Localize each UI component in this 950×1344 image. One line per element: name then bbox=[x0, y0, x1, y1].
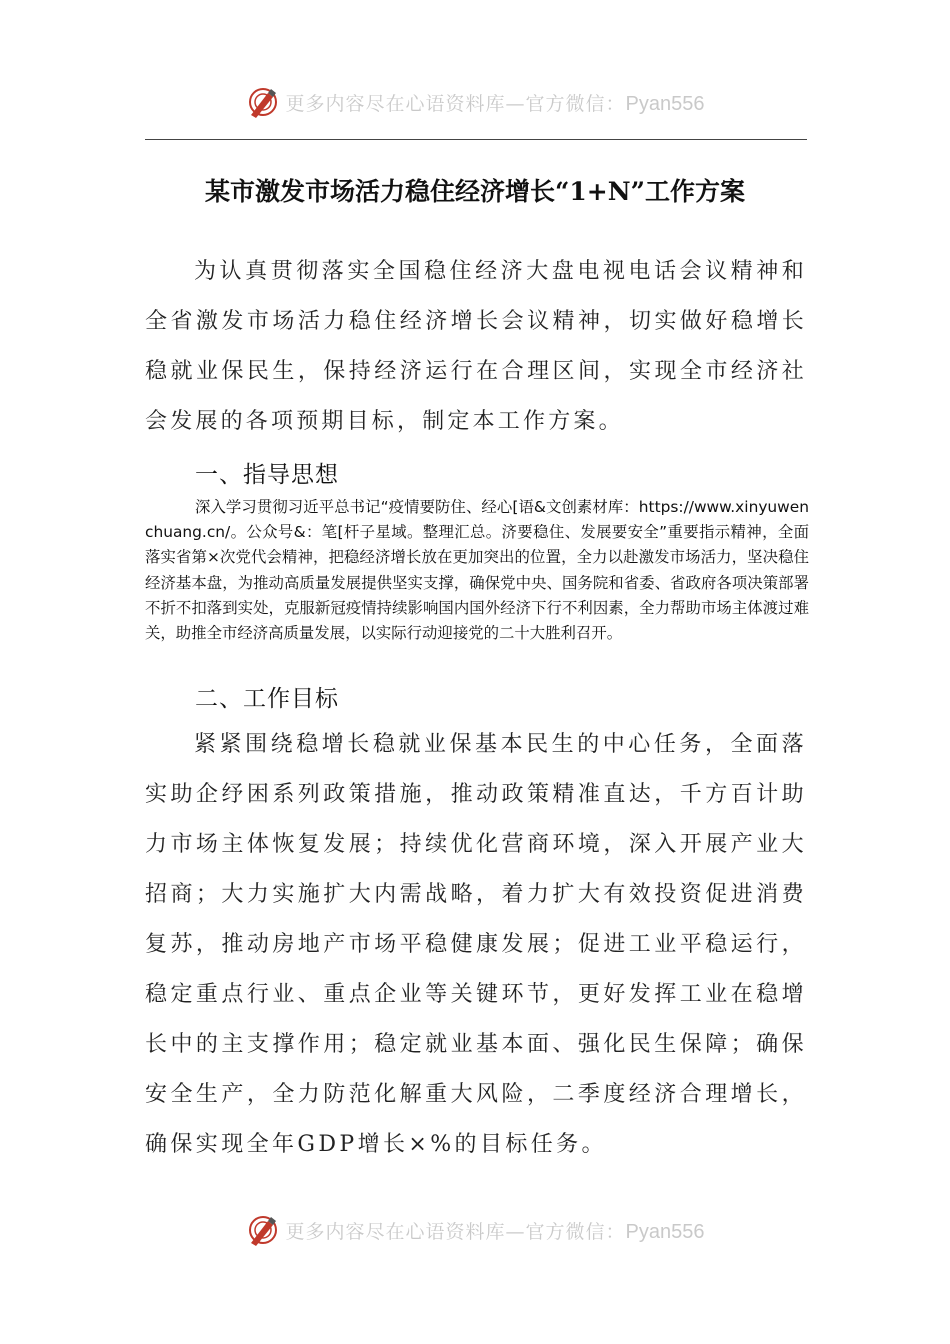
intro-paragraph: 为认真贯彻落实全国稳住经济大盘电视电话会议精神和全省激发市场活力稳住经济增长会议精神，切实做好稳增长稳就业保民生，保持经济运行在合理区间，实现全市经济社会发展的各项预期目标，制定本工作方案。 bbox=[145, 259, 807, 434]
footer-wechat-id: Pyan556 bbox=[625, 1220, 705, 1243]
section-body-work-goals: 紧紧围绕稳增长稳就业保基本民生的中心任务，全面落实助企纾困系列政策措施，推动政策精准直达，千方百计助力市场主体恢复发展；持续优化营商环境，深入开展产业大招商；大力实施扩大内需战略，着力扩大有效投资促进消费复苏，推动房地产市场平稳健康发展；促进工业平稳运行，稳定重点行业、重点企业等关键环节，更好发挥工业在稳增长中的主支撑作用；稳定就业基本面、强化民生保障；确保安全生产，全力防范化解重大风险，二季度经济合理增长，确保实现全年GDP增长×%的目标任务。 bbox=[145, 732, 807, 1157]
footer-banner bbox=[0, 1210, 950, 1250]
header-banner-text: 更多内容尽在心语资料库—官方微信：Pyan556 bbox=[285, 92, 705, 115]
section-body-guiding-ideology: 深入学习贯彻习近平总书记“疫情要防住、经心[语&文创素材库：https://www.xinyuwenchuang.cn/。公众号&：笔[杆子星域。整理汇总。济要稳住、发展要安全”重要指示精神，全面落实省第×次党代会精神，把稳经济增长放在更加突出的位置，全力以赴激发市场活力，坚决稳住经济基本盘，为推动高质量发展提供坚实支撑，确保党中央、国务院和省委、省政府各项决策部署不折不扣落到实处，克服新冠疫情持续影响国内国外经济下行不利因素，全力帮助市场主体渡过难关，助推全市经济高质量发展，以实际行动迎接党的二十大胜利召开。 bbox=[145, 498, 809, 643]
footer-banner-text: 更多内容尽在心语资料库—官方微信：Pyan556 bbox=[285, 1220, 705, 1243]
section-heading-work-goals: 二、工作目标 bbox=[195, 686, 339, 712]
pen-logo-icon bbox=[246, 1213, 280, 1247]
header-divider bbox=[145, 139, 807, 140]
pen-logo-icon bbox=[246, 85, 280, 119]
header-wechat-id: Pyan556 bbox=[625, 92, 705, 115]
section-heading-guiding-ideology: 一、指导思想 bbox=[195, 462, 339, 488]
header-banner bbox=[0, 82, 950, 122]
document-title: 某市激发市场活力稳住经济增长“1+N”工作方案 bbox=[205, 177, 745, 206]
